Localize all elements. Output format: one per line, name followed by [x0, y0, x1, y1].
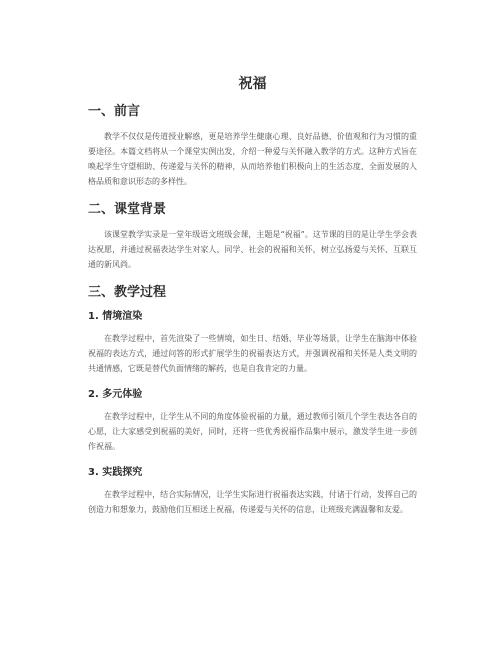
section-preface [88, 103, 417, 189]
subsection-scene-setting [88, 310, 417, 376]
diverse-experience-paragraph: 在教学过程中，让学生从不同的角度体验祝福的力量，通过教师引领几个学生表达各自的心愿，让大家感受到祝福的美好，同时，还将一些优秀祝福作品集中展示，激发学生进一步创作祝福。 [88, 412, 417, 451]
subsection-heading-practice-exploration: 3. 实践探究 [88, 467, 143, 478]
practice-exploration-paragraph: 在教学过程中，结合实际情况，让学生实际进行祝福表达实践，付诸于行动，发挥自己的创造力和想象力，鼓励他们互相送上祝福，传递爱与关怀的信息，让班级充满温馨和友爱。 [88, 490, 417, 514]
document-title: 祝福 [238, 76, 267, 92]
section-background [88, 201, 417, 272]
section-teaching-process [88, 284, 417, 517]
subsection-practice-exploration [88, 466, 417, 517]
section-heading-background: 二、课堂背景 [88, 202, 167, 217]
preface-paragraph: 教学不仅仅是传道授业解惑，更是培养学生健康心理、良好品德、价值观和行为习惯的重要途径。本篇文档将从一个课堂实例出发，介绍一种爱与关怀融入教学的方式。这种方式旨在唤起学生守望相助、传递爱与关怀的精神，从而培养他们积极向上的生活态度、全面发展的人格品质和意识形态的多样性。 [88, 132, 417, 186]
section-heading-teaching-process: 三、教学过程 [88, 285, 167, 300]
subsection-diverse-experience [88, 388, 417, 454]
scene-setting-paragraph: 在教学过程中，首先渲染了一些情境，如生日、结婚、毕业等场景，让学生在脑海中体验祝福的表达方式，通过问答的形式扩展学生的祝福表达方式，并强调祝福和关怀是人类文明的共通情感，它既是替代负面情绪的解药，也是自我肯定的力量。 [88, 334, 417, 373]
section-heading-preface: 一、前言 [88, 104, 141, 119]
background-paragraph: 该课堂教学实录是一堂年级语文班级会课，主题是“祝福”。这节课的目的是让学生学会表达祝愿，并通过祝福表达学生对家人、同学、社会的祝福和关怀，树立弘扬爱与关怀、互联互通的新风尚。 [88, 230, 417, 269]
subsection-heading-diverse-experience: 2. 多元体验 [88, 389, 143, 400]
subsection-heading-scene-setting: 1. 情境渲染 [88, 311, 143, 322]
